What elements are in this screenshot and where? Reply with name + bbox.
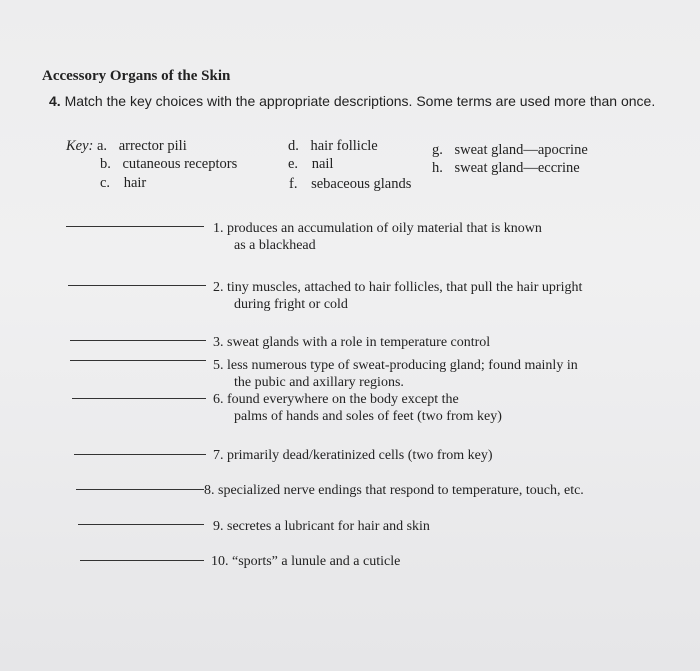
answer-blank-5[interactable] [70, 360, 206, 361]
item-5 [213, 357, 643, 391]
answer-blank-2[interactable] [68, 285, 206, 286]
key-item-d [288, 137, 378, 155]
answer-blank-1[interactable] [66, 226, 204, 227]
item-number: 3. [213, 335, 224, 350]
item-text-cont: as a blackhead [234, 238, 316, 253]
item-1 [213, 220, 643, 254]
answer-blank-8[interactable] [76, 489, 204, 490]
item-text: found everywhere on the body except the [227, 392, 459, 407]
item-text: secretes a lubricant for hair and skin [227, 519, 430, 534]
item-text-cont: during fright or cold [234, 297, 348, 312]
key-item-a [66, 137, 187, 155]
key-item-g [432, 141, 588, 159]
item-number: 7. [213, 448, 224, 463]
answer-blank-7[interactable] [74, 454, 206, 455]
item-7 [213, 447, 643, 464]
answer-blank-3[interactable] [70, 340, 206, 341]
key-item-b [100, 155, 237, 173]
item-3 [213, 334, 643, 351]
key-letter: e. [288, 156, 299, 172]
item-10 [211, 553, 641, 570]
item-text: specialized nerve endings that respond to temperature, touch, etc. [218, 483, 584, 498]
question-text: Match the key choices with the appropriate descriptions. Some terms are used more than once. [64, 93, 656, 109]
item-text: tiny muscles, attached to hair follicles, that pull the hair upright [227, 280, 583, 295]
answer-blank-10[interactable] [80, 560, 204, 561]
key-term: sebaceous glands [311, 176, 412, 192]
key-term: cutaneous receptors [122, 156, 238, 172]
key-term: nail [311, 156, 334, 172]
item-number: 8. [204, 483, 215, 498]
key-letter: a. [97, 138, 108, 154]
item-6 [213, 391, 643, 425]
answer-blank-6[interactable] [72, 398, 206, 399]
question-number: 4. [49, 93, 61, 109]
item-text: primarily dead/keratinized cells (two from key) [227, 448, 493, 463]
item-text-cont: the pubic and axillary regions. [234, 375, 404, 390]
key-term: sweat gland—eccrine [454, 160, 580, 176]
answer-blank-9[interactable] [78, 524, 204, 525]
item-number: 9. [213, 519, 224, 534]
key-letter: f. [289, 176, 298, 192]
key-label: Key: [66, 138, 94, 154]
item-9 [213, 518, 643, 535]
key-item-e [288, 155, 333, 173]
item-text: produces an accumulation of oily material that is known [227, 221, 542, 236]
item-number: 6. [213, 392, 224, 407]
item-8 [204, 482, 644, 499]
item-text: sweat glands with a role in temperature control [227, 335, 491, 350]
item-text-cont: palms of hands and soles of feet (two from key) [234, 409, 502, 424]
key-letter: b. [100, 156, 111, 172]
key-letter: g. [432, 142, 443, 158]
item-number: 10. [211, 554, 229, 569]
page-title: Accessory Organs of the Skin [42, 68, 231, 84]
key-term: hair follicle [310, 138, 378, 154]
question-header [49, 92, 659, 110]
key-term: sweat gland—apocrine [454, 142, 588, 158]
key-term: arrector pili [118, 138, 187, 154]
item-number: 5. [213, 358, 224, 373]
item-number: 2. [213, 280, 224, 295]
key-letter: c. [100, 175, 111, 191]
key-item-c [100, 174, 146, 192]
key-item-h [432, 159, 580, 177]
item-text: less numerous type of sweat-producing gland; found mainly in [227, 358, 578, 373]
item-text: “sports” a lunule and a cuticle [232, 554, 401, 569]
key-letter: h. [432, 160, 443, 176]
key-letter: d. [288, 138, 299, 154]
key-term: hair [123, 175, 147, 191]
item-number: 1. [213, 221, 224, 236]
item-2 [213, 279, 643, 313]
key-item-f [289, 175, 411, 193]
